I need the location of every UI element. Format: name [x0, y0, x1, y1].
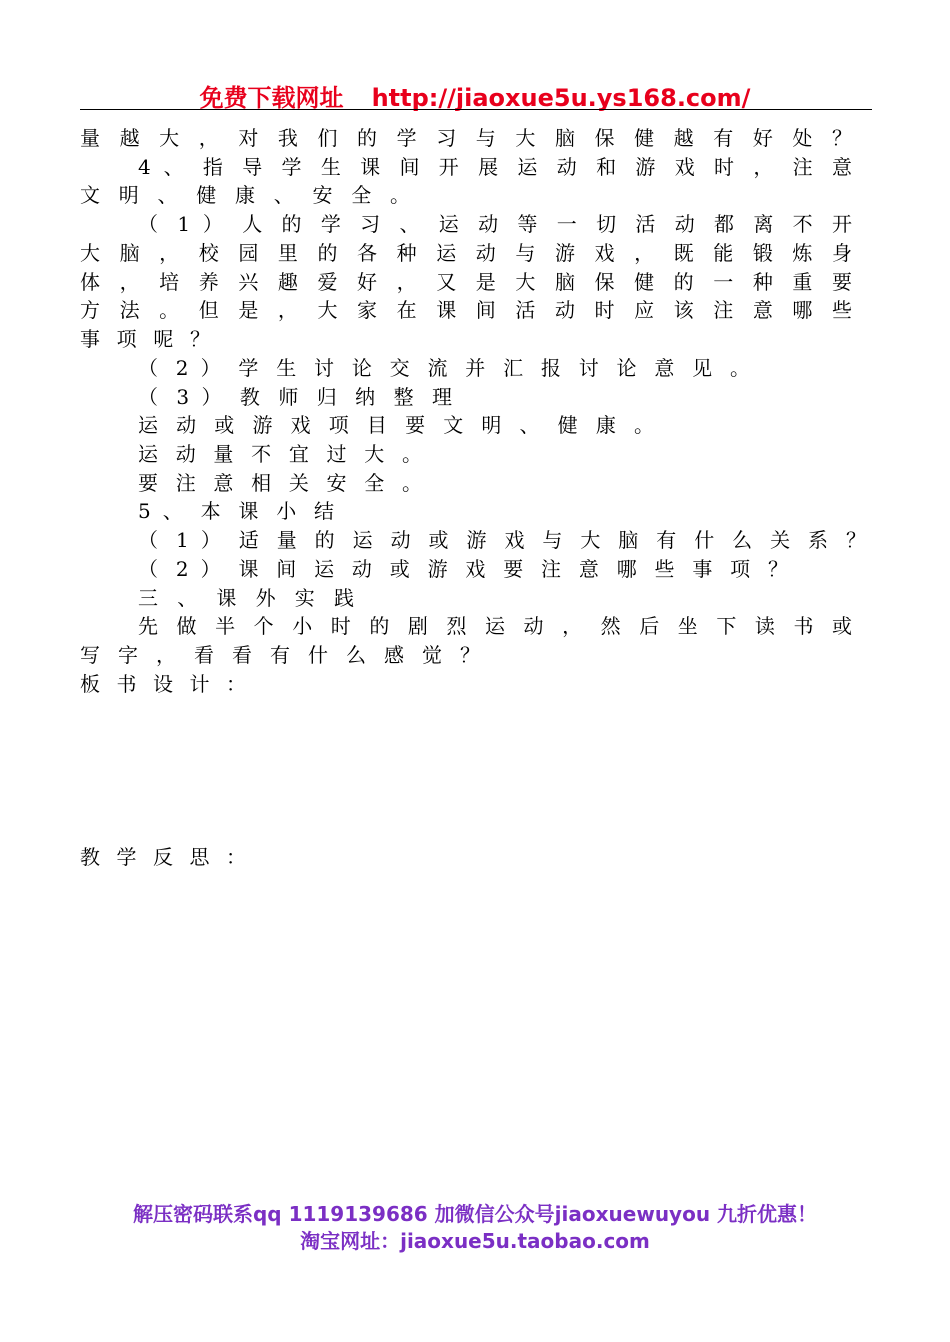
text-line: 事 项 呢 ？ — [80, 327, 210, 351]
text-line: 先 做 半 个 小 时 的 剧 烈 运 动 ， 然 后 坐 下 读 书 或 — [138, 614, 852, 638]
text-line: 大 脑 ， 校 园 里 的 各 种 运 动 与 游 戏 ， 既 能 锻 炼 身 — [80, 241, 852, 265]
text-line: 运 动 或 游 戏 项 目 要 文 明 、 健 康 。 — [138, 413, 654, 437]
text-line: （ 1 ） 人 的 学 习 、 运 动 等 一 切 活 动 都 离 不 开 — [138, 212, 852, 236]
header-label: 免费下载网址 — [199, 84, 344, 112]
text-line: 板 书 设 计 ： — [80, 672, 246, 696]
text-line: 三 、 课 外 实 践 — [138, 586, 354, 610]
text-line: 要 注 意 相 关 安 全 。 — [138, 471, 422, 495]
text-line: 文 明 、 健 康 、 安 全 。 — [80, 183, 410, 207]
text-line: 5 、 本 课 小 结 — [138, 499, 334, 523]
text-line: 体 ， 培 养 兴 趣 爱 好 ， 又 是 大 脑 保 健 的 一 种 重 要 — [80, 270, 852, 294]
text-line: （ 3 ） 教 师 归 纳 整 理 — [138, 385, 452, 409]
text-line: （ 1 ） 适 量 的 运 动 或 游 戏 与 大 脑 有 什 么 关 系 ？ — [138, 528, 866, 552]
header-divider — [80, 109, 872, 110]
text-line: 量 越 大 ， 对 我 们 的 学 习 与 大 脑 保 健 越 有 好 处 ？ — [80, 126, 852, 150]
text-line: 写 字 ， 看 看 有 什 么 感 觉 ？ — [80, 643, 480, 667]
text-line: （ 2 ） 学 生 讨 论 交 流 并 汇 报 讨 论 意 见 。 — [138, 356, 750, 380]
text-line: 方 法 。 但 是 ， 大 家 在 课 间 活 动 时 应 该 注 意 哪 些 — [80, 298, 852, 322]
text-line: 运 动 量 不 宜 过 大 。 — [138, 442, 422, 466]
footer-taobao-link[interactable]: 淘宝网址：jiaoxue5u.taobao.com — [300, 1229, 650, 1253]
text-line: 教 学 反 思 ： — [80, 845, 246, 869]
header-banner — [0, 78, 950, 113]
text-line: （ 2 ） 课 间 运 动 或 游 戏 要 注 意 哪 些 事 项 ？ — [138, 557, 788, 581]
header-url-link[interactable]: http://jiaoxue5u.ys168.com/ — [371, 84, 751, 112]
footer-contact-line: 解压密码联系qq 1119139686 加微信公众号jiaoxuewuyou 九折优惠！ — [132, 1202, 818, 1226]
text-line: 4 、 指 导 学 生 课 间 开 展 运 动 和 游 戏 时 ， 注 意 — [138, 155, 852, 179]
